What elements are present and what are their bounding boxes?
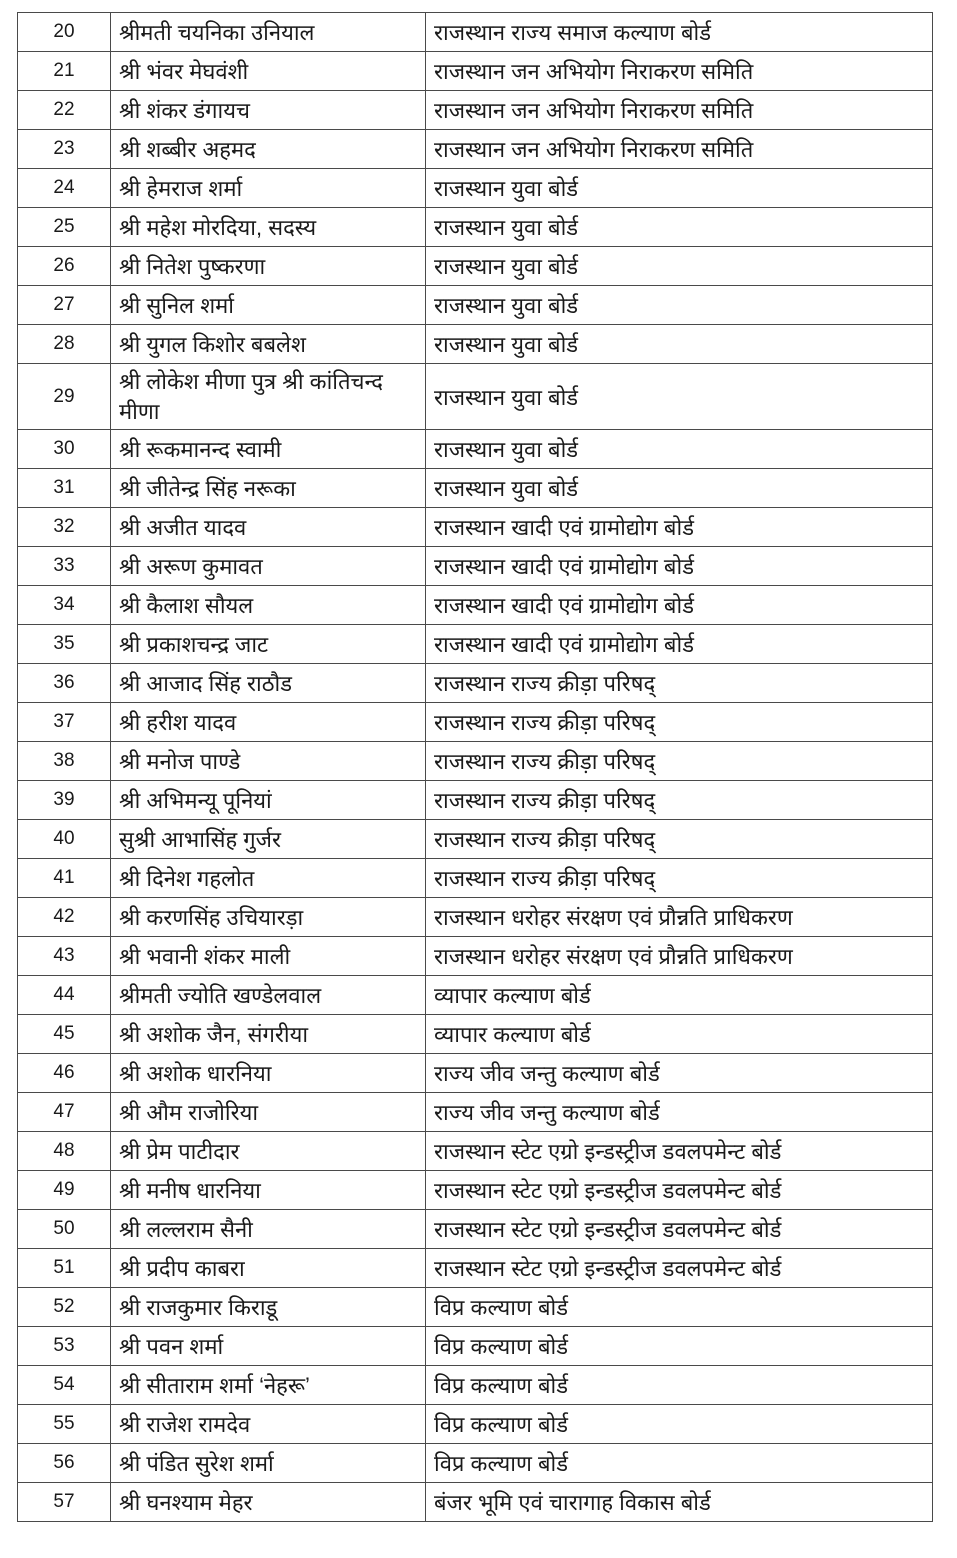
board-name: राजस्थान युवा बोर्ड bbox=[426, 247, 933, 286]
row-number: 30 bbox=[18, 430, 111, 469]
member-name: श्री अरूण कुमावत bbox=[111, 547, 426, 586]
member-name: श्री रूकमानन्द स्वामी bbox=[111, 430, 426, 469]
board-name: राजस्थान स्टेट एग्रो इन्डस्ट्रीज डवलपमेन्ट बोर्ड bbox=[426, 1249, 933, 1288]
table-row bbox=[18, 1366, 933, 1405]
member-name: श्री अशोक धारनिया bbox=[111, 1054, 426, 1093]
board-name: राजस्थान खादी एवं ग्रामोद्योग बोर्ड bbox=[426, 625, 933, 664]
board-name: राजस्थान राज्य क्रीड़ा परिषद् bbox=[426, 820, 933, 859]
row-number: 26 bbox=[18, 247, 111, 286]
row-number: 57 bbox=[18, 1483, 111, 1522]
member-name: श्री शंकर डंगायच bbox=[111, 91, 426, 130]
table-row bbox=[18, 664, 933, 703]
row-number: 41 bbox=[18, 859, 111, 898]
board-name: राजस्थान राज्य क्रीड़ा परिषद् bbox=[426, 703, 933, 742]
row-number: 35 bbox=[18, 625, 111, 664]
table-row bbox=[18, 1249, 933, 1288]
board-name: राजस्थान जन अभियोग निराकरण समिति bbox=[426, 91, 933, 130]
row-number: 46 bbox=[18, 1054, 111, 1093]
member-name: श्री आजाद सिंह राठौड bbox=[111, 664, 426, 703]
member-name: श्री हरीश यादव bbox=[111, 703, 426, 742]
board-name: विप्र कल्याण बोर्ड bbox=[426, 1288, 933, 1327]
board-name: राजस्थान राज्य क्रीड़ा परिषद् bbox=[426, 859, 933, 898]
member-name: श्री अभिमन्यू पूनियां bbox=[111, 781, 426, 820]
table-row bbox=[18, 1171, 933, 1210]
row-number: 27 bbox=[18, 286, 111, 325]
row-number: 44 bbox=[18, 976, 111, 1015]
row-number: 20 bbox=[18, 13, 111, 52]
table-row bbox=[18, 1327, 933, 1366]
table-row bbox=[18, 130, 933, 169]
member-name: श्रीमती चयनिका उनियाल bbox=[111, 13, 426, 52]
row-number: 42 bbox=[18, 898, 111, 937]
row-number: 53 bbox=[18, 1327, 111, 1366]
member-name: श्री हेमराज शर्मा bbox=[111, 169, 426, 208]
row-number: 34 bbox=[18, 586, 111, 625]
table-row bbox=[18, 586, 933, 625]
table-row bbox=[18, 898, 933, 937]
row-number: 36 bbox=[18, 664, 111, 703]
board-name: बंजर भूमि एवं चारागाह विकास बोर्ड bbox=[426, 1483, 933, 1522]
board-name: राजस्थान स्टेट एग्रो इन्डस्ट्रीज डवलपमेन्ट बोर्ड bbox=[426, 1171, 933, 1210]
board-name: राजस्थान युवा बोर्ड bbox=[426, 286, 933, 325]
row-number: 56 bbox=[18, 1444, 111, 1483]
board-name: राजस्थान धरोहर संरक्षण एवं प्रौन्नति प्राधिकरण bbox=[426, 898, 933, 937]
member-name: श्री महेश मोरदिया, सदस्य bbox=[111, 208, 426, 247]
table-row bbox=[18, 547, 933, 586]
row-number: 55 bbox=[18, 1405, 111, 1444]
table-row bbox=[18, 1015, 933, 1054]
table-body bbox=[18, 13, 933, 1522]
table-row bbox=[18, 91, 933, 130]
board-name: विप्र कल्याण बोर्ड bbox=[426, 1327, 933, 1366]
member-name: श्री लल्लराम सैनी bbox=[111, 1210, 426, 1249]
row-number: 52 bbox=[18, 1288, 111, 1327]
row-number: 32 bbox=[18, 508, 111, 547]
table-row bbox=[18, 430, 933, 469]
board-name: राज्य जीव जन्तु कल्याण बोर्ड bbox=[426, 1093, 933, 1132]
member-name: श्री मनीष धारनिया bbox=[111, 1171, 426, 1210]
table-row bbox=[18, 52, 933, 91]
member-name: श्री राजकुमार किराडू bbox=[111, 1288, 426, 1327]
board-name: राजस्थान धरोहर संरक्षण एवं प्रौन्नति प्राधिकरण bbox=[426, 937, 933, 976]
board-name: राजस्थान युवा बोर्ड bbox=[426, 169, 933, 208]
member-name: श्री लोकेश मीणा पुत्र श्री कांतिचन्द मीणा bbox=[111, 364, 426, 430]
table-row bbox=[18, 820, 933, 859]
member-name: श्री भंवर मेघवंशी bbox=[111, 52, 426, 91]
row-number: 51 bbox=[18, 1249, 111, 1288]
table-row bbox=[18, 1132, 933, 1171]
row-number: 47 bbox=[18, 1093, 111, 1132]
member-name: श्री पंडित सुरेश शर्मा bbox=[111, 1444, 426, 1483]
member-name: सुश्री आभासिंह गुर्जर bbox=[111, 820, 426, 859]
member-name: श्री जीतेन्द्र सिंह नरूका bbox=[111, 469, 426, 508]
member-name: श्री पवन शर्मा bbox=[111, 1327, 426, 1366]
table-row bbox=[18, 742, 933, 781]
board-name: राजस्थान खादी एवं ग्रामोद्योग बोर्ड bbox=[426, 547, 933, 586]
board-name: राज्य जीव जन्तु कल्याण बोर्ड bbox=[426, 1054, 933, 1093]
member-name: श्री शब्बीर अहमद bbox=[111, 130, 426, 169]
table-row bbox=[18, 1483, 933, 1522]
table-row bbox=[18, 1288, 933, 1327]
board-name: राजस्थान स्टेट एग्रो इन्डस्ट्रीज डवलपमेन्ट बोर्ड bbox=[426, 1132, 933, 1171]
table-row bbox=[18, 208, 933, 247]
board-name: राजस्थान राज्य समाज कल्याण बोर्ड bbox=[426, 13, 933, 52]
row-number: 40 bbox=[18, 820, 111, 859]
row-number: 21 bbox=[18, 52, 111, 91]
row-number: 25 bbox=[18, 208, 111, 247]
row-number: 23 bbox=[18, 130, 111, 169]
table-row bbox=[18, 13, 933, 52]
board-name: राजस्थान युवा बोर्ड bbox=[426, 208, 933, 247]
table-row bbox=[18, 508, 933, 547]
table-row bbox=[18, 1093, 933, 1132]
row-number: 49 bbox=[18, 1171, 111, 1210]
row-number: 31 bbox=[18, 469, 111, 508]
row-number: 43 bbox=[18, 937, 111, 976]
board-name: राजस्थान स्टेट एग्रो इन्डस्ट्रीज डवलपमेन्ट बोर्ड bbox=[426, 1210, 933, 1249]
board-name: राजस्थान राज्य क्रीड़ा परिषद् bbox=[426, 664, 933, 703]
member-name: श्री राजेश रामदेव bbox=[111, 1405, 426, 1444]
table-row bbox=[18, 937, 933, 976]
member-name: श्री सुनिल शर्मा bbox=[111, 286, 426, 325]
board-name: विप्र कल्याण बोर्ड bbox=[426, 1366, 933, 1405]
board-name: राजस्थान जन अभियोग निराकरण समिति bbox=[426, 52, 933, 91]
table-row bbox=[18, 781, 933, 820]
member-name: श्री औम राजोरिया bbox=[111, 1093, 426, 1132]
table-row bbox=[18, 325, 933, 364]
table-row bbox=[18, 469, 933, 508]
member-name: श्री भवानी शंकर माली bbox=[111, 937, 426, 976]
member-name: श्री प्रेम पाटीदार bbox=[111, 1132, 426, 1171]
table-row bbox=[18, 859, 933, 898]
table-row bbox=[18, 169, 933, 208]
member-name: श्री प्रकाशचन्द्र जाट bbox=[111, 625, 426, 664]
row-number: 24 bbox=[18, 169, 111, 208]
member-name: श्री करणसिंह उचियारड़ा bbox=[111, 898, 426, 937]
table-row bbox=[18, 1210, 933, 1249]
board-name: राजस्थान राज्य क्रीड़ा परिषद् bbox=[426, 781, 933, 820]
board-name: व्यापार कल्याण बोर्ड bbox=[426, 1015, 933, 1054]
row-number: 28 bbox=[18, 325, 111, 364]
row-number: 48 bbox=[18, 1132, 111, 1171]
table-row bbox=[18, 976, 933, 1015]
member-name: श्री दिनेश गहलोत bbox=[111, 859, 426, 898]
table-row bbox=[18, 286, 933, 325]
member-name: श्री घनश्याम मेहर bbox=[111, 1483, 426, 1522]
table-row bbox=[18, 1444, 933, 1483]
table-row bbox=[18, 364, 933, 430]
table-row bbox=[18, 1054, 933, 1093]
row-number: 22 bbox=[18, 91, 111, 130]
member-name: श्री अजीत यादव bbox=[111, 508, 426, 547]
row-number: 54 bbox=[18, 1366, 111, 1405]
member-name: श्रीमती ज्योति खण्डेलवाल bbox=[111, 976, 426, 1015]
board-name: व्यापार कल्याण बोर्ड bbox=[426, 976, 933, 1015]
board-name: राजस्थान युवा बोर्ड bbox=[426, 325, 933, 364]
row-number: 33 bbox=[18, 547, 111, 586]
board-name: राजस्थान जन अभियोग निराकरण समिति bbox=[426, 130, 933, 169]
board-name: विप्र कल्याण बोर्ड bbox=[426, 1405, 933, 1444]
member-name: श्री अशोक जैन, संगरीया bbox=[111, 1015, 426, 1054]
member-name: श्री युगल किशोर बबलेश bbox=[111, 325, 426, 364]
board-name: विप्र कल्याण बोर्ड bbox=[426, 1444, 933, 1483]
row-number: 50 bbox=[18, 1210, 111, 1249]
member-name: श्री नितेश पुष्करणा bbox=[111, 247, 426, 286]
row-number: 29 bbox=[18, 364, 111, 430]
board-name: राजस्थान युवा बोर्ड bbox=[426, 364, 933, 430]
table-row bbox=[18, 1405, 933, 1444]
board-name: राजस्थान युवा बोर्ड bbox=[426, 469, 933, 508]
appointments-table bbox=[17, 12, 933, 1522]
board-name: राजस्थान राज्य क्रीड़ा परिषद् bbox=[426, 742, 933, 781]
row-number: 38 bbox=[18, 742, 111, 781]
row-number: 45 bbox=[18, 1015, 111, 1054]
row-number: 37 bbox=[18, 703, 111, 742]
table-row bbox=[18, 703, 933, 742]
member-name: श्री प्रदीप काबरा bbox=[111, 1249, 426, 1288]
board-name: राजस्थान युवा बोर्ड bbox=[426, 430, 933, 469]
member-name: श्री मनोज पाण्डे bbox=[111, 742, 426, 781]
table-row bbox=[18, 247, 933, 286]
member-name: श्री सीताराम शर्मा ‘नेहरू’ bbox=[111, 1366, 426, 1405]
row-number: 39 bbox=[18, 781, 111, 820]
table-row bbox=[18, 625, 933, 664]
member-name: श्री कैलाश सौयल bbox=[111, 586, 426, 625]
board-name: राजस्थान खादी एवं ग्रामोद्योग बोर्ड bbox=[426, 508, 933, 547]
board-name: राजस्थान खादी एवं ग्रामोद्योग बोर्ड bbox=[426, 586, 933, 625]
